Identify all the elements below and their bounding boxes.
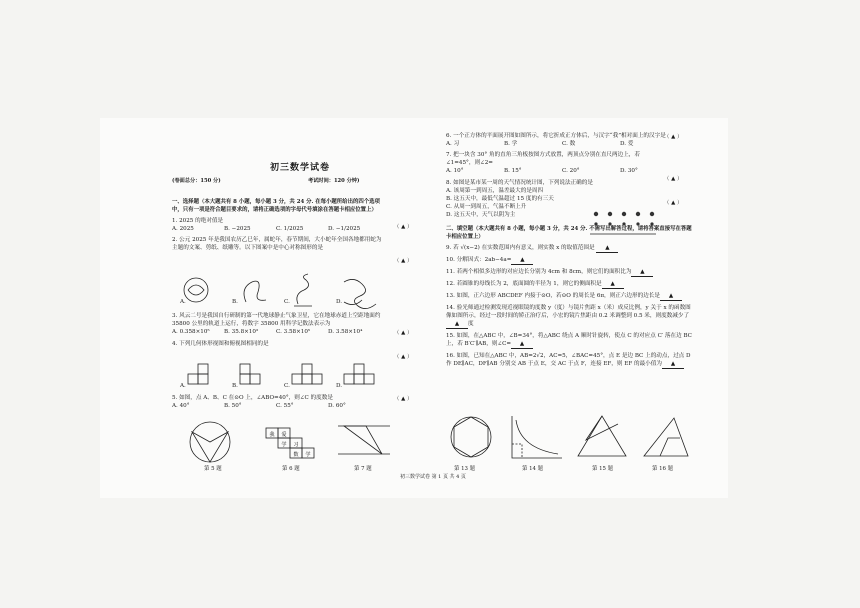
q13-blank: ▲ [660, 292, 682, 301]
question-2: 2. 公元 2025 年是我国农历乙巳年，属蛇年，春节期间，大小蛇年全国各地都用蛇为主题的文案、剪纸、纸雕等。以下图案中是中心对称图形的是 [172, 237, 382, 251]
q15-rotation-figure [572, 412, 632, 460]
question-8: 8. 如图是某市某一周的天气情况统计图，下列说法正确的是 [446, 180, 593, 186]
right-column [446, 132, 692, 369]
q7-answer-mark: （ ▲ ） [664, 176, 683, 182]
q4-option-c: C. [284, 383, 290, 389]
question-7-options [446, 167, 692, 175]
q1-option-d: D. −1/2025 [328, 226, 361, 232]
question-4: 4. 下列几何体形视图和俯视图相同的是 [172, 341, 269, 347]
q2-pattern-figures [176, 272, 386, 312]
question-15: 15. 如图，在△ABC 中，∠B=34°，将△ABC 绕点 A 顺时针旋转，使点 C 的对应点 C′ 落在边 BC 上，若 B′C′∥AB，则∠C= ▲ [446, 333, 692, 347]
left-column [172, 198, 384, 252]
q5-option-d: D. 60° [328, 403, 346, 409]
q5-option-c: C. 55° [276, 403, 294, 409]
caption-q7: 第 7 题 [354, 466, 372, 472]
q4-answer-mark: （ ▲ ） [394, 354, 413, 360]
q2-option-labels [180, 298, 390, 306]
caption-q15: 第 15 题 [592, 466, 614, 472]
q8-option-c: C. 从周一到周五，气温不断上升 [446, 204, 527, 210]
net-word-4: 习 [293, 442, 299, 448]
q16-triangle-figure [640, 414, 692, 460]
q5-circle-figure [180, 418, 242, 464]
page-footer: 初三数学试卷 第 1 页 共 4 页 [400, 474, 466, 480]
q7-option-d: D. 30° [620, 168, 638, 174]
q8-answer-mark: （ ▲ ） [664, 200, 683, 206]
q15-blank: ▲ [511, 340, 533, 349]
left-column-lower [172, 312, 384, 348]
caption-q5: 第 5 题 [204, 466, 222, 472]
q2-option-a: A. [180, 299, 186, 305]
q7-option-c: C. 20° [562, 168, 580, 174]
q8-option-b: B. 这五天中，最低气温超过 15 度的有三天 [446, 196, 554, 202]
question-9: 9. 若 √(x−2) 在实数范围内有意义，则实数 x 的取值范围是 ▲ [446, 244, 692, 253]
q6-option-d: D. 爱 [620, 141, 634, 147]
q5-option-b: B. 50° [224, 403, 242, 409]
q12-blank: ▲ [602, 280, 624, 289]
section-2-heading: 二、填空题（本大题共有 8 小题，每小题 3 分，共 24 分. 不需写出解答过程，请将答案直接写在答题卡相应位置上） [446, 226, 692, 240]
q7-ruler-triangle-figure [336, 420, 392, 460]
caption-q16: 第 16 题 [652, 466, 674, 472]
q14-blank: ▲ [446, 320, 468, 329]
q3-answer-mark: （ ▲ ） [394, 330, 413, 336]
q3-option-b: B. 35.8×10³ [224, 329, 259, 335]
q2-answer-mark: （ ▲ ） [394, 258, 413, 264]
q1-option-b: B. −2025 [224, 226, 251, 232]
q9-blank: ▲ [596, 244, 618, 253]
q3-option-c: C. 3.58×10⁵ [276, 329, 311, 335]
caption-q6: 第 6 题 [282, 466, 300, 472]
question-7: 7. 把一块含 30° 角的直角三角板按图方式放置，两顶点分别在直尺两边上，若∠1=45°，则∠2= [446, 152, 640, 166]
q8-option-d: D. 这五天中，天气以阴为主 [446, 212, 516, 218]
question-6: 6. 一个正方体的平面展开图如图所示，将它折成正方体后，与汉字“我”相对面上的汉字是 [446, 133, 666, 139]
q2-option-c: C. [284, 299, 290, 305]
q4-option-d: D. [336, 383, 343, 389]
page-title: 初三数学试卷 [270, 163, 331, 173]
caption-q13: 第 13 题 [454, 466, 476, 472]
question-1: 1. 2025 的绝对值是 [172, 218, 224, 224]
q2-option-b: B. [232, 299, 238, 305]
time-info: 考试时间：120 分钟) [308, 178, 360, 184]
cubes-a [188, 364, 208, 384]
q6-option-c: C. 数 [562, 141, 576, 147]
net-word-2: 爱 [281, 432, 287, 438]
net-word-3: 学 [281, 442, 287, 448]
q3-option-d: D. 3.58×10⁴ [328, 329, 363, 335]
q4-option-labels [180, 382, 390, 390]
question-6-options [446, 140, 692, 148]
question-5: 5. 如图，点 A、B、C 在⊙O 上，∠ABO=40°，则∠C 的度数是 [172, 395, 333, 401]
cubes-d [344, 364, 374, 384]
question-16: 16. 如图，已知在△ABC 中，AB=2√2，AC=5，∠BAC=45°，点 E 是边 BC 上的动点，过点 D 作 DE∥AC，DF∥AB 分别交 AB 于点 E，交 AC 于点 F，连接 EF，则 EF 的最小值为 ▲ [446, 353, 691, 367]
question-11: 11. 若两个相似多边形的对应边长分别为 4cm 和 8cm，则它们的面积比为 ▲ [446, 268, 692, 277]
question-13: 13. 如图，正六边形 ABCDEF 内接于⊙O，若⊙O 的周长是 6π，则正六边形的边长是 ▲ [446, 292, 692, 301]
q8-weather-figure [588, 208, 658, 238]
net-word-1: 我 [269, 432, 275, 438]
score-info: (卷面总分：150 分) [172, 178, 221, 184]
q1-option-a: A. 2025 [172, 226, 194, 232]
section-1-heading: 一、选择题（本大题共有 8 小题，每小题 3 分，共 24 分. 在每小题所给出的四个选项中，只有一项是符合题目要求的，请将正确选项的字母代号填涂在答题卡相应位置上） [172, 199, 380, 213]
q10-blank: ▲ [511, 256, 533, 265]
q4-option-a: A. [180, 383, 186, 389]
q7-option-b: B. 15° [504, 168, 522, 174]
q6-cube-net-figure [262, 424, 320, 462]
q5-answer-mark: （ ▲ ） [394, 396, 413, 402]
question-14: 14. 验光师通过检测发现近视眼镜的度数 y（度）与镜片焦距 x（米）成反比例，y 关于 x 的函数图像如图所示，经过一段时间的矫正治疗后，小宏的镜片焦距由 0.2 米调整到 0.5 米，则度数减少了▲ 度 [446, 305, 691, 327]
q13-hexagon-figure [448, 412, 494, 462]
net-word-6: 学 [305, 452, 311, 458]
question-5-options [172, 402, 384, 410]
q6-option-a: A. 习 [446, 141, 460, 147]
q7-option-a: A. 10° [446, 168, 464, 174]
q2-option-d: D. [336, 299, 343, 305]
q1-option-c: C. 1/2025 [276, 226, 304, 232]
question-3: 3. 风云二号是我国自行研制的第一代地球静止气象卫星，它在地球赤道上空距地面约 35800 公里的轨道上运行，将数字 35800 用科学记数法表示为 [172, 313, 381, 327]
net-word-5: 数 [293, 452, 299, 458]
q16-blank: ▲ [662, 360, 684, 369]
q11-blank: ▲ [631, 268, 653, 277]
question-12: 12. 若圆锥的母线长为 2，底面圆的半径为 1，则它的侧面积是 ▲ [446, 280, 692, 289]
q14-inverse-graph-figure [506, 414, 564, 462]
question-3-options [172, 328, 384, 336]
q6-answer-mark: （ ▲ ） [664, 134, 683, 140]
q4-option-b: B. [232, 383, 238, 389]
question-5-block [172, 394, 384, 410]
caption-q14: 第 14 题 [522, 466, 544, 472]
question-1-options [172, 225, 384, 233]
q5-option-a: A. 40° [172, 403, 190, 409]
question-10: 10. 分解因式：2ab−4a= ▲ [446, 256, 692, 265]
cubes-c [292, 364, 322, 384]
q1-answer-mark: （ ▲ ） [394, 224, 413, 230]
q3-option-a: A. 0.358×10⁵ [172, 329, 210, 335]
q6-option-b: B. 学 [504, 141, 518, 147]
q8-option-a: A. 该周第一到周五，温差最大的是周四 [446, 188, 544, 194]
cubes-b [240, 364, 260, 384]
